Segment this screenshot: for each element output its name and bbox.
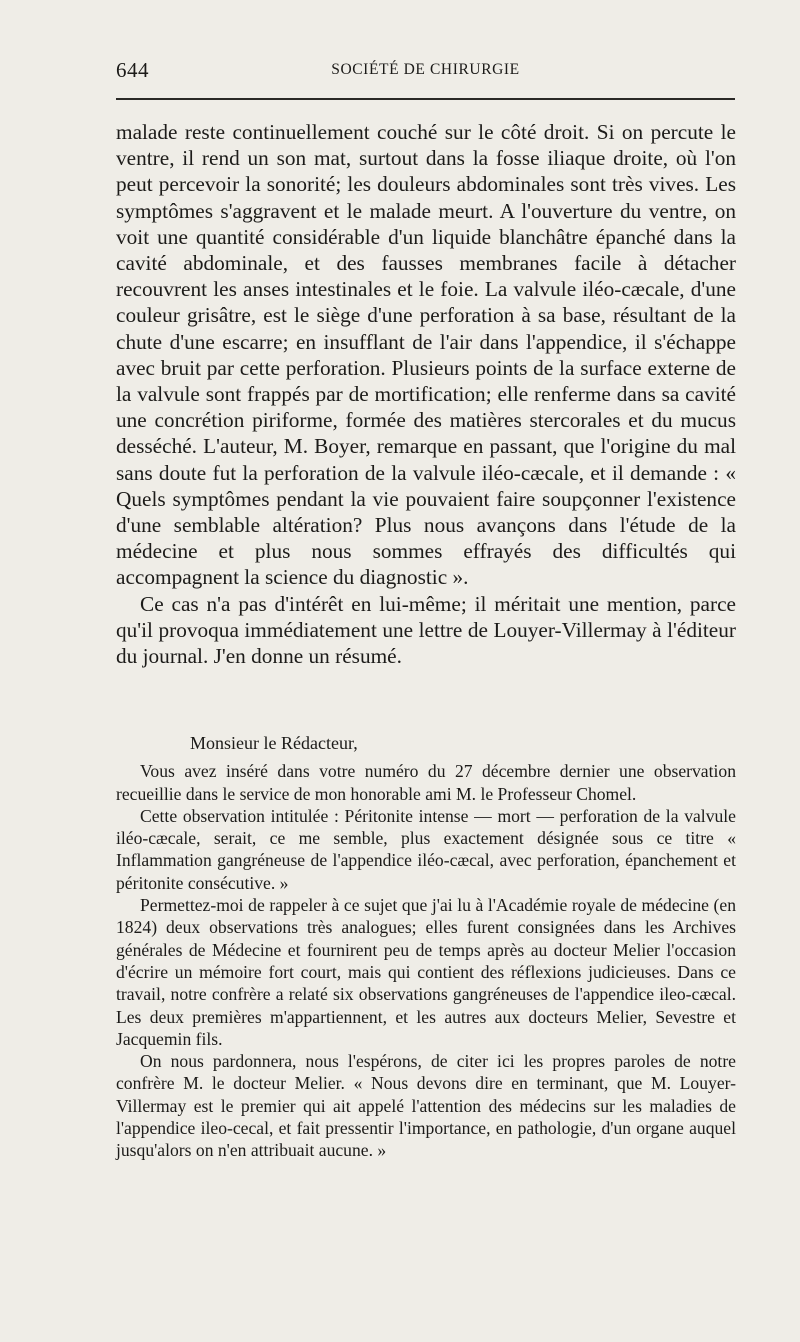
- page-number: 644: [116, 58, 149, 82]
- letter-paragraph: Vous avez inséré dans votre numéro du 27 décembre dernier une observation recueillie dans le service de mon honorable ami M. le Professeur Chomel.: [116, 761, 736, 804]
- letter-salutation: Monsieur le Rédacteur,: [190, 733, 358, 753]
- header-rule: [116, 98, 735, 100]
- body-text: [116, 119, 736, 669]
- letter-paragraph: On nous pardonnera, nous l'espérons, de citer ici les propres paroles de notre confrère M. le docteur Melier. « Nous devons dire en terminant, que M. Louyer-Villermay est le premier qui ait appelé l'attention des médecins sur les maladies de l'appendice ileo-cecal, et fait pressentir l'importance, en pathologie, d'un organe auquel jusqu'alors on n'en attribuait aucune. »: [116, 1051, 736, 1161]
- body-paragraph: malade reste continuellement couché sur le côté droit. Si on percute le ventre, il rend un son mat, surtout dans la fosse iliaque droite, où l'on peut percevoir la sonorité; les douleurs abdominales sont très vives. Les symptômes s'aggravent et le malade meurt. A l'ouverture du ventre, on voit une quantité considérable d'un liquide blanchâtre épanché dans la cavité abdominale, et des fausses membranes facile à détacher recouvrent les anses intestinales et le foie. La valvule iléo-cæcale, d'une couleur grisâtre, est le siège d'une perforation à sa base, résultant de la chute d'une escarre; en insufflant de l'air dans l'appendice, il s'échappe avec bruit par cette perforation. Plusieurs points de la surface externe de la valvule sont frappés par de mortification; elle renferme dans sa cavité une concrétion piriforme, formée des matières stercorales et du mucus desséché. L'auteur, M. Boyer, remarque en passant, que l'origine du mal sans doute fut la perforation de la valvule iléo-cæcale, et il demande : « Quels symptômes pendant la vie pouvaient faire soupçonner l'existence d'une semblable altération? Plus nous avançons dans l'étude de la médecine et plus nous sommes effrayés des difficultés qui accompagnent la science du diagnostic ».: [116, 120, 736, 590]
- letter-paragraph: Permettez-moi de rappeler à ce sujet que j'ai lu à l'Académie royale de médecine (en 1824) deux observations très analogues; elles furent consignées dans les Archives générales de Médecine et fournirent peu de temps après au docteur Melier l'occasion d'écrire un mémoire fort court, mais qui contient des réflexions judicieuses. Dans ce travail, notre confrère a relaté six observations gangréneuses de l'appendice ileo-cæcal. Les deux premières m'appartiennent, et les autres aux docteurs Melier, Sevestre et Jacquemin fils.: [116, 895, 736, 1049]
- page-header: [116, 58, 735, 88]
- body-paragraph: Ce cas n'a pas d'intérêt en lui-même; il méritait une mention, parce qu'il provoqua immédiatement une lettre de Louyer-Villermay à l'éditeur du journal. J'en donne un résumé.: [116, 591, 736, 669]
- letter-paragraph: Cette observation intitulée : Péritonite intense — mort — perforation de la valvule iléo-cæcale, serait, ce me semble, plus exactement désignée sous ce titre « Inflammation gangréneuse de l'appendice iléo-cæcal, avec perforation, épanchement et péritonite consécutive. »: [116, 805, 736, 893]
- quoted-letter: [116, 732, 736, 1162]
- running-title: SOCIÉTÉ DE CHIRURGIE: [331, 61, 520, 78]
